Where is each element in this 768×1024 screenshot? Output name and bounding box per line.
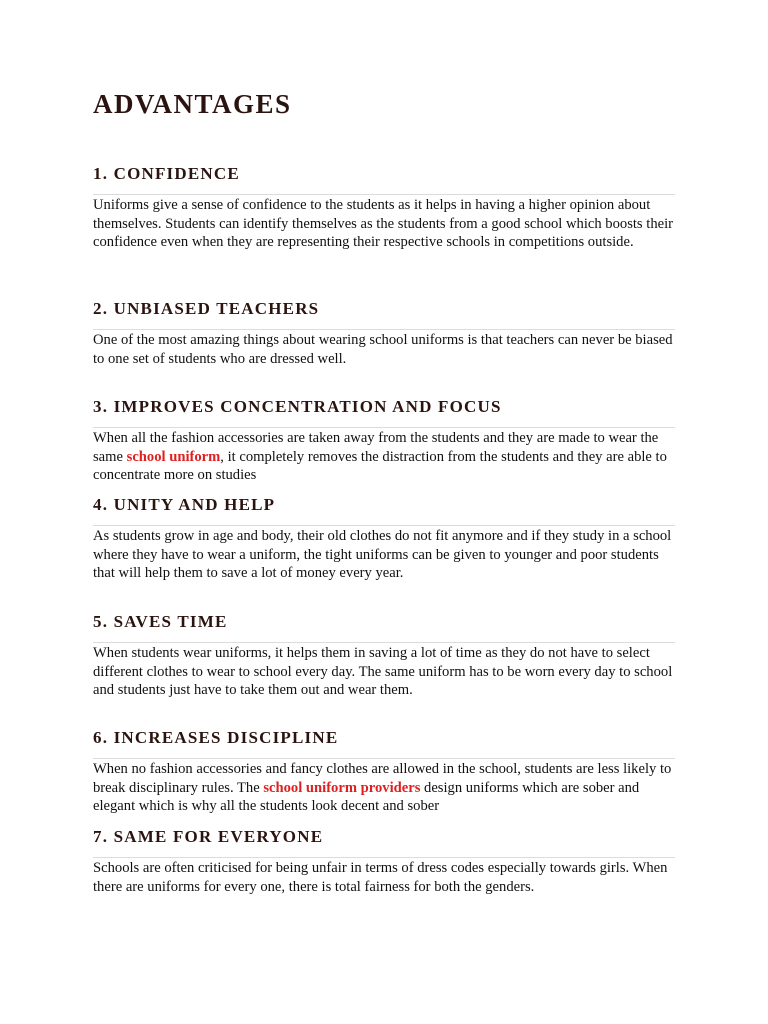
divider: [93, 525, 675, 526]
page-title: ADVANTAGES: [93, 89, 292, 119]
section-unity-and-help: [93, 494, 675, 583]
section-unbiased-teachers: [93, 298, 675, 368]
section-body: Schools are often criticised for being unfair in terms of dress codes especially towards girls. When there are uniforms for every one, there is total fairness for both the genders.: [93, 860, 668, 895]
section-body: [93, 429, 675, 485]
section-body: One of the most amazing things about wearing school uniforms is that teachers can never be biased to one set of students who are dressed well.: [93, 332, 673, 367]
section-body: [93, 760, 675, 816]
school-uniform-link[interactable]: school uniform: [126, 448, 221, 465]
section-same-for-everyone: [93, 826, 675, 896]
section-body: Uniforms give a sense of confidence to the students as it helps in having a higher opinion about themselves. Students can identify themselves as the students from a good school which boosts their confidence even when they are representing their respective schools in competitions outside.: [93, 197, 674, 250]
divider: [93, 758, 675, 759]
divider: [93, 427, 675, 428]
section-confidence: [93, 163, 675, 252]
body-text-segment: When all the fashion accessories are taken away from the students and they are made to wear the same: [93, 430, 659, 465]
divider: [93, 857, 675, 858]
section-increases-discipline: [93, 727, 675, 816]
section-heading: 5. SAVES TIME: [93, 612, 228, 631]
section-saves-time: [93, 611, 675, 700]
body-text-segment: When no fashion accessories and fancy clothes are allowed in the school, students are less likely to break disciplinary rules. The: [93, 761, 672, 796]
body-text-segment: design uniforms which are sober and elegant which is why all the students look decent and sober: [93, 779, 640, 814]
divider: [93, 194, 675, 195]
divider: [93, 642, 675, 643]
section-body: As students grow in age and body, their old clothes do not fit anymore and if they study in a school where they have to wear a uniform, the tight uniforms can be given to younger and poor students that will help them to save a lot of money every year.: [93, 528, 672, 581]
section-heading: 4. UNITY AND HELP: [93, 495, 276, 514]
body-text-segment: , it completely removes the distraction from the students and they are able to concentrate more on studies: [93, 448, 667, 483]
section-heading: 6. INCREASES DISCIPLINE: [93, 728, 339, 747]
section-heading: 2. UNBIASED TEACHERS: [93, 299, 320, 318]
section-heading: 1. CONFIDENCE: [93, 164, 240, 183]
section-concentration: [93, 396, 675, 485]
school-uniform-providers-link[interactable]: school uniform providers: [263, 779, 421, 796]
section-body: When students wear uniforms, it helps them in saving a lot of time as they do not have to select different clothes to wear to school every day. The same uniform has to be worn every day to school and students just have to take them out and wear them.: [93, 645, 673, 698]
section-heading: 7. SAME FOR EVERYONE: [93, 827, 324, 846]
divider: [93, 329, 675, 330]
section-heading: 3. IMPROVES CONCENTRATION AND FOCUS: [93, 397, 502, 416]
